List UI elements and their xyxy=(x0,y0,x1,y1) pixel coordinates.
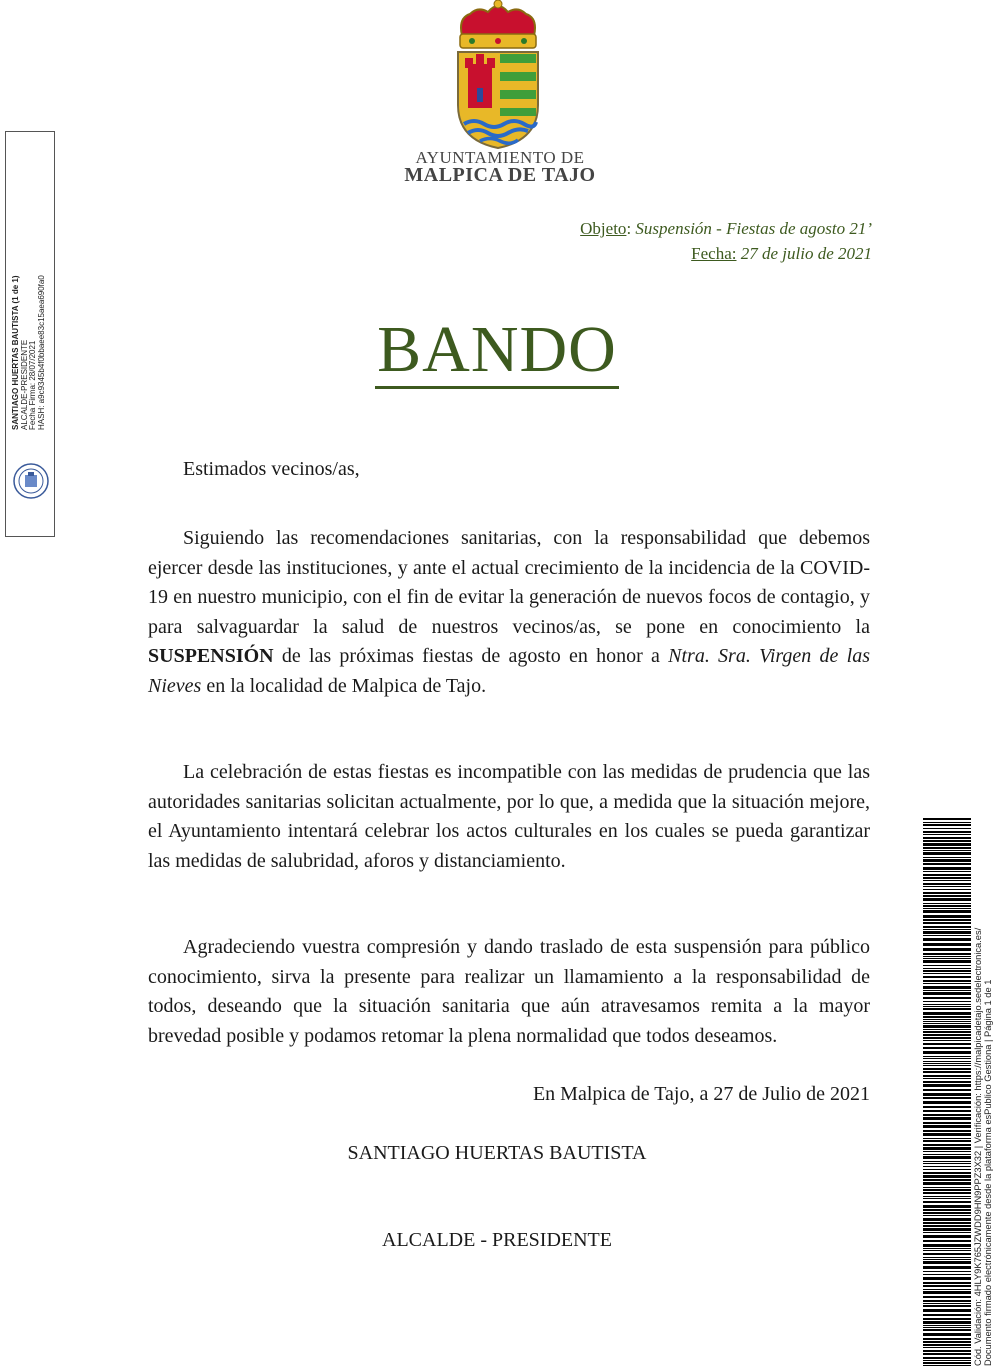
barcode-bar xyxy=(923,990,971,991)
barcode-bar xyxy=(923,1025,971,1028)
barcode-bar xyxy=(923,1021,971,1022)
paragraph-1-bold: SUSPENSIÓN xyxy=(148,645,274,668)
barcode-bar xyxy=(923,1084,971,1087)
barcode-bar xyxy=(923,953,971,955)
barcode-bar xyxy=(923,1314,971,1316)
meta-objeto: Objeto: Suspensión - Fiestas de agosto 21’ xyxy=(580,219,872,238)
barcode-bar xyxy=(923,935,971,936)
barcode-bar xyxy=(923,1253,971,1255)
paragraph-1-text-a: Siguiendo las recomendaciones sanitarias, con la responsabilidad que debemos ejercer desde las instituciones, y ante el actual crecimiento de la incidencia de la COVID-19 en nuestro municipio, con el fin de evitar la generación de nuevos focos de contagio, y para salvaguardar la salud de nuestros vecinos/as, se pone en conocimiento la xyxy=(148,527,870,638)
barcode-bar xyxy=(923,1277,971,1280)
barcode-bar xyxy=(923,1130,971,1132)
barcode-bar xyxy=(923,1329,971,1331)
barcode-bar xyxy=(923,1151,971,1152)
barcode-bar xyxy=(923,1344,971,1346)
barcode-bar xyxy=(923,1125,971,1128)
barcode-bar xyxy=(923,1097,971,1099)
barcode-bar xyxy=(923,852,971,855)
barcode-bar xyxy=(923,1034,971,1036)
barcode-bar xyxy=(923,1261,971,1264)
barcode-bar xyxy=(923,1110,971,1112)
barcode-bar xyxy=(923,1282,971,1284)
barcode-bar xyxy=(923,1218,971,1221)
paragraph-1-italic: Ntra. Sra. Virgen de las Nieves xyxy=(148,645,870,697)
barcode-bar xyxy=(923,859,971,862)
barcode-bar xyxy=(923,1008,971,1010)
barcode-bar xyxy=(923,1289,971,1290)
barcode-bar xyxy=(923,910,971,913)
barcode-bar xyxy=(923,1122,971,1124)
barcode-bar xyxy=(923,1081,971,1083)
barcode-bar xyxy=(923,843,971,846)
barcode-bar xyxy=(923,1001,971,1002)
barcode-bar xyxy=(923,824,971,826)
barcode-bar xyxy=(923,1029,971,1030)
barcode-bar xyxy=(923,1296,971,1298)
barcode-bar xyxy=(923,1209,971,1211)
barcode-bar xyxy=(923,919,971,921)
barcode-bar xyxy=(923,889,971,890)
barcode-bar xyxy=(923,822,971,823)
signature-line-2: ALCALDE-PRESIDENTE xyxy=(19,339,29,430)
barcode-bar xyxy=(923,1156,971,1159)
barcode-bar xyxy=(923,1309,971,1312)
barcode-bar xyxy=(923,847,971,849)
barcode-bar xyxy=(923,931,971,934)
barcode-bar xyxy=(923,1019,971,1020)
fecha-value: 27 de julio de 2021 xyxy=(740,244,872,263)
objeto-label: Objeto xyxy=(580,219,627,238)
validation-line-1: Cód. Validación: 4HLY9K765JZWDD9HN9PPZ3X32 | Verificación: https://malpicadetajo.sedelectronica.es/ xyxy=(973,927,983,1366)
barcode-bar xyxy=(923,1056,971,1057)
barcode-bar xyxy=(923,1114,971,1116)
barcode-bar xyxy=(923,1040,971,1041)
barcode-bar xyxy=(923,1360,971,1361)
greeting: Estimados vecinos/as, xyxy=(183,458,360,480)
barcode-bar xyxy=(923,1212,971,1214)
barcode-bar xyxy=(923,1006,971,1007)
barcode-bar xyxy=(923,1031,971,1033)
barcode-bar xyxy=(923,903,971,904)
validation-barcode xyxy=(923,818,971,1366)
place-date: En Malpica de Tajo, a 27 de Julio de 2021 xyxy=(532,1083,870,1105)
org-name-line2: MALPICA DE TAJO xyxy=(404,164,596,186)
barcode-bar xyxy=(923,834,971,835)
barcode-bar xyxy=(923,1023,971,1024)
barcode-bar xyxy=(923,1222,971,1224)
barcode-bar xyxy=(923,922,971,924)
paragraph-1-text-b: de las próximas fiestas de agosto en honor a xyxy=(273,645,669,668)
barcode-bar xyxy=(923,1338,971,1340)
barcode-bar xyxy=(923,1192,971,1194)
barcode-bar xyxy=(923,1365,971,1366)
barcode-bar xyxy=(923,1138,971,1139)
barcode-bar xyxy=(923,1225,971,1227)
barcode-bar xyxy=(923,1071,971,1073)
barcode-bar xyxy=(923,960,971,963)
signature-line-1: SANTIAGO HUERTAS BAUTISTA (1 de 1) xyxy=(11,275,20,430)
barcode-bar xyxy=(923,880,971,881)
barcode-bar xyxy=(923,1350,971,1352)
barcode-bar xyxy=(923,1353,971,1355)
barcode-bar xyxy=(923,1093,971,1096)
barcode-bar xyxy=(923,983,971,984)
barcode-bar xyxy=(923,1047,971,1049)
barcode-bar xyxy=(923,1043,971,1045)
barcode-bar xyxy=(923,837,971,839)
barcode-bar xyxy=(923,1182,971,1185)
barcode-bar xyxy=(923,1166,971,1167)
barcode-bar xyxy=(923,908,971,909)
barcode-bar xyxy=(923,1266,971,1269)
barcode-bar xyxy=(923,1259,971,1260)
barcode-bar xyxy=(923,948,971,951)
barcode-bar xyxy=(923,1106,971,1108)
barcode-bar xyxy=(923,1154,971,1155)
barcode-bar xyxy=(923,874,971,876)
barcode-bar xyxy=(923,1189,971,1191)
barcode-bar xyxy=(923,1271,971,1272)
barcode-bar xyxy=(923,1303,971,1304)
barcode-bar xyxy=(923,992,971,995)
barcode-bar xyxy=(923,1161,971,1162)
barcode-bar xyxy=(923,1325,971,1326)
barcode-bar xyxy=(923,1169,971,1170)
barcode-bar xyxy=(923,1300,971,1302)
signature-seal-icon xyxy=(11,461,51,501)
barcode-bar xyxy=(923,1201,971,1203)
barcode-bar xyxy=(923,1004,971,1005)
barcode-bar xyxy=(923,892,971,894)
barcode-bar xyxy=(923,1347,971,1348)
barcode-bar xyxy=(923,877,971,879)
barcode-bar xyxy=(923,1051,971,1054)
paragraph-3: Agradeciendo vuestra compresión y dando traslado de esta suspensión para público conocimiento, sirva la presente para realizar un llamamiento a la responsabilidad de todos, deseando que la situación sanitaria que aún atravesamos remita a la mayor brevedad posible y podamos retomar la plena normalidad que todos deseamos. xyxy=(148,936,870,1047)
barcode-bar xyxy=(923,1101,971,1104)
document-title xyxy=(0,312,994,388)
barcode-bar xyxy=(923,1037,971,1039)
validation-line-2: Documento firmado electrónicamente desde la plataforma esPublico Gestiona | Página 1 de 1 xyxy=(983,979,993,1366)
barcode-bar xyxy=(923,886,971,887)
meta-fecha xyxy=(691,244,872,264)
barcode-bar xyxy=(923,943,971,946)
barcode-bar xyxy=(923,1228,971,1231)
barcode-bar xyxy=(923,958,971,959)
barcode-bar xyxy=(923,1196,971,1197)
signature-stamp-text xyxy=(12,275,46,430)
coat-of-arms-logo xyxy=(448,0,548,150)
barcode-bar xyxy=(923,1063,971,1064)
fecha-label: Fecha: xyxy=(691,244,737,263)
barcode-bar xyxy=(923,968,971,969)
paragraph-2: La celebración de estas fiestas es incompatible con las medidas de prudencia que las autoridades sanitarias solicitan actualmente, por lo que, a medida que la situación mejore, el Ayuntamiento intentará celebrar los actos culturales en los cuales se pueda garantizar las medidas de salubridad, aforos y distanciamiento. xyxy=(148,761,870,872)
barcode-bar xyxy=(923,840,971,842)
barcode-bar xyxy=(923,1065,971,1066)
barcode-bar xyxy=(923,1058,971,1059)
barcode-bar xyxy=(923,1061,971,1062)
barcode-bar xyxy=(923,1215,971,1216)
barcode-bar xyxy=(923,1291,971,1294)
barcode-bar xyxy=(923,1147,971,1150)
barcode-bar xyxy=(923,1078,971,1079)
barcode-bar xyxy=(923,828,971,829)
objeto-value: Suspensión - Fiestas de agosto 21’ xyxy=(635,219,872,238)
barcode-bar xyxy=(923,970,971,972)
barcode-bar xyxy=(923,973,971,974)
barcode-bar xyxy=(923,1341,971,1343)
document-title-text: BANDO xyxy=(375,313,619,389)
barcode-bar xyxy=(923,1179,971,1181)
barcode-bar xyxy=(923,1240,971,1242)
barcode-bar xyxy=(923,1257,971,1258)
validation-text xyxy=(973,928,993,1366)
signature-line-3: Fecha Firma: 28/07/2021 xyxy=(28,340,38,430)
barcode-bar xyxy=(923,867,971,870)
barcode-bar xyxy=(923,871,971,872)
barcode-bar xyxy=(923,938,971,941)
barcode-bar xyxy=(923,1117,971,1120)
barcode-bar xyxy=(923,1250,971,1251)
barcode-bar xyxy=(923,1235,971,1238)
barcode-bar xyxy=(923,818,971,820)
paragraph-1-text-c: en la localidad de Malpica de Tajo. xyxy=(201,674,487,697)
barcode-bar xyxy=(923,831,971,833)
barcode-bar xyxy=(923,1187,971,1188)
barcode-bar xyxy=(923,1357,971,1359)
barcode-bar xyxy=(923,898,971,901)
barcode-bar xyxy=(923,1133,971,1136)
barcode-bar xyxy=(923,956,971,957)
barcode-bar xyxy=(923,863,971,865)
barcode-bar xyxy=(923,929,971,930)
barcode-bar xyxy=(923,1198,971,1199)
barcode-bar xyxy=(923,1016,971,1018)
barcode-bar xyxy=(923,883,971,885)
barcode-bar xyxy=(923,1140,971,1142)
barcode-bar xyxy=(923,976,971,978)
barcode-bar xyxy=(923,895,971,897)
paragraph-1 xyxy=(148,524,870,702)
barcode-bar xyxy=(923,1089,971,1091)
barcode-bar xyxy=(923,980,971,982)
barcode-bar xyxy=(923,1172,971,1174)
signer-role: ALCALDE - PRESIDENTE xyxy=(382,1229,612,1251)
barcode-bar xyxy=(923,905,971,907)
barcode-bar xyxy=(923,1244,971,1247)
barcode-bar xyxy=(923,1333,971,1336)
signer-name: SANTIAGO HUERTAS BAUTISTA xyxy=(347,1142,647,1164)
barcode-bar xyxy=(923,1163,971,1164)
barcode-bar xyxy=(923,986,971,989)
barcode-bar xyxy=(923,1318,971,1320)
barcode-bar xyxy=(923,1285,971,1287)
barcode-bar xyxy=(923,1248,971,1249)
barcode-bar xyxy=(923,1232,971,1233)
barcode-bar xyxy=(923,1068,971,1070)
barcode-bar xyxy=(923,1321,971,1324)
barcode-bar xyxy=(923,1144,971,1146)
barcode-bar xyxy=(923,1305,971,1307)
barcode-bar xyxy=(923,1075,971,1077)
signature-line-4: HASH: a9c9345b4f0bbaee83c15aea690fa0 xyxy=(36,275,46,430)
barcode-bar xyxy=(923,1012,971,1015)
barcode-bar xyxy=(923,1327,971,1328)
org-name-line1: AYUNTAMIENTO DE xyxy=(415,148,585,167)
barcode-bar xyxy=(923,1274,971,1275)
barcode-bar xyxy=(923,915,971,918)
barcode-bar xyxy=(923,1175,971,1178)
barcode-bar xyxy=(923,850,971,851)
barcode-bar xyxy=(923,997,971,999)
barcode-bar xyxy=(923,926,971,928)
barcode-bar xyxy=(923,1362,971,1364)
barcode-bar xyxy=(923,965,971,966)
barcode-bar xyxy=(923,857,971,858)
barcode-bar xyxy=(923,1205,971,1208)
